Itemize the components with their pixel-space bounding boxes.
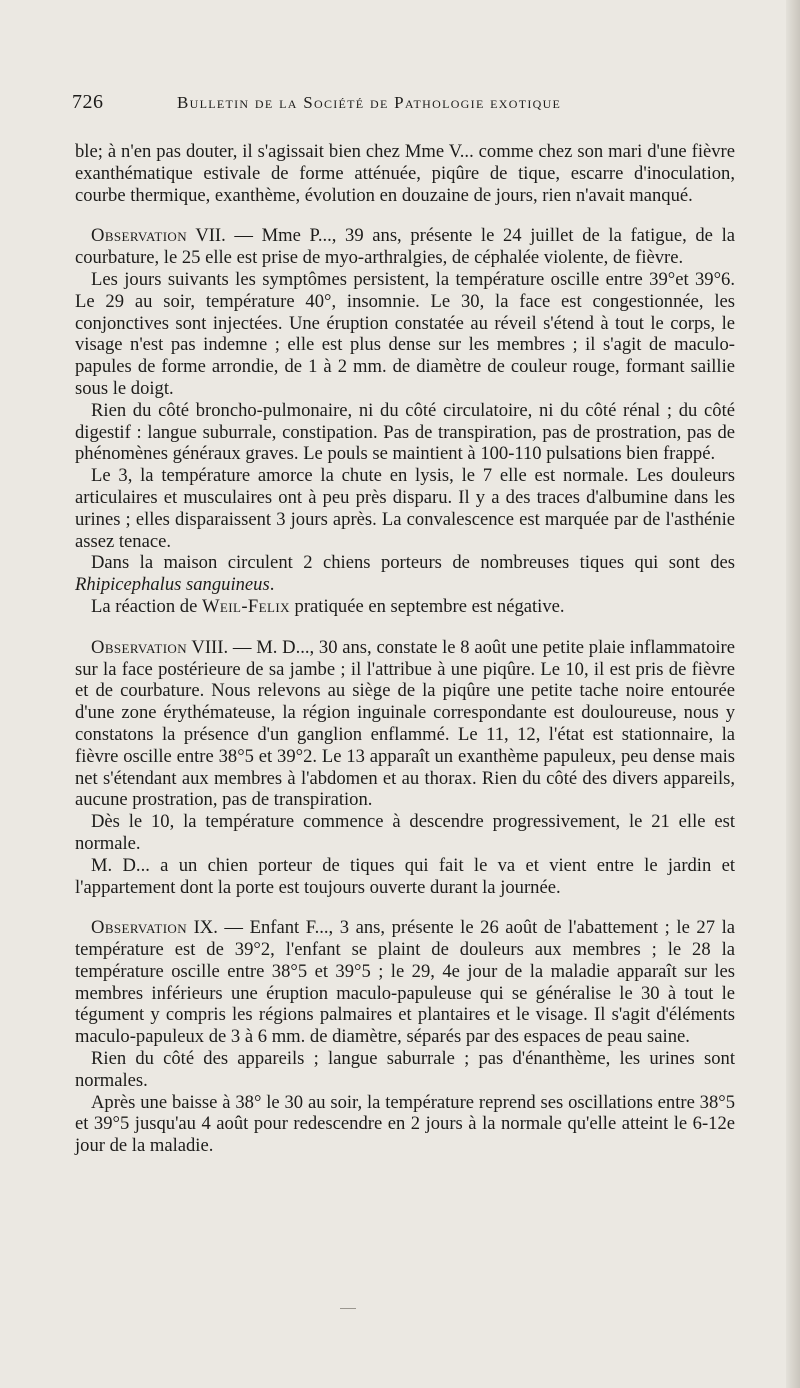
observation-number: IX.	[187, 917, 218, 939]
observation-number: VII.	[187, 225, 226, 247]
running-title: Bulletin de la Société de Pathologie exotique	[177, 93, 562, 112]
paragraph: Dès le 10, la température commence à descendre progressivement, le 21 elle est normale.	[75, 811, 735, 854]
paragraph: Rien du côté des appareils ; langue saburrale ; pas d'énanthème, les urines sont normales.	[75, 1048, 735, 1091]
paragraph: Les jours suivants les symptômes persistent, la température oscille entre 39°et 39°6. Le 29 au soir, température 40°, insomnie. Le 30, la face est congestionnée, les conjonctives sont injectées. Une éruption constatée au réveil s'étend à tout le corps, le visage n'est pas indemne ; elle est plus dense sur les membres ; il s'agit de maculo-papules de forme arrondie, de 1 à 2 mm. de diamètre de couleur rouge, formant saillie sous le doigt.	[75, 268, 735, 399]
observation-viii-paragraph: Observation VIII. — M. D..., 30 ans, constate le 8 août une petite plaie inflammatoire sur la face postérieure de sa jambe ; il l'attribue à une piqûre. Le 10, il est pris de fièvre et de courbature. Nous relevons au siège de la piqûre une petite tache noire entourée d'une zone érythémateuse, la région inguinale correspondante est douloureuse, nous y constatons la présence d'un ganglion enflammé. Le 11, 12, l'état est stationnaire, la fièvre oscille entre 38°5 et 39°2. Le 13 apparaît un exanthème papuleux, peu dense mais net s'étendant aux membres à l'abdomen et au thorax. Rien du côté des divers appareils, aucune prostration, pas de transpiration.	[75, 636, 735, 811]
paragraph: Rien du côté broncho-pulmonaire, ni du côté circulatoire, ni du côté rénal ; du côté digestif : langue suburrale, constipation. Pas de transpiration, pas de prostration, pas de phénomènes généraux graves. Le pouls se maintient à 100-110 pulsations bien frappé.	[75, 399, 735, 465]
paragraph: Le 3, la température amorce la chute en lysis, le 7 elle est normale. Les douleurs articulaires et musculaires ont à peu près disparu. Il y a des traces d'albumine dans les urines ; elles disparaissent 3 jours après. La convalescence est marquée par de l'asthénie assez tenace.	[75, 465, 735, 552]
observation-label: Observation	[91, 636, 188, 658]
observation-number: VIII.	[187, 636, 229, 658]
weil-felix-name: Weil-Felix	[201, 595, 290, 617]
page-number: 726	[72, 91, 104, 113]
observation-label: Observation	[91, 917, 188, 939]
footer-mark	[340, 1308, 356, 1309]
paragraph: Après une baisse à 38° le 30 au soir, la température reprend ses oscillations entre 38°5 et 39°5 jusqu'au 4 août pour redescendre en 2 jours à la normale qu'elle atteint le 6-12e jour de la maladie.	[75, 1091, 735, 1157]
observation-vii-paragraph: Observation VII. — Mme P..., 39 ans, présente le 24 juillet de la fatigue, de la courbature, le 25 elle est prise de myo-arthralgies, de céphalée violente, de fièvre.	[75, 225, 735, 269]
paragraph-tick-species: Dans la maison circulent 2 chiens porteurs de nombreuses tiques qui sont des Rhipicephalus sanguineus.	[75, 552, 735, 596]
observation-ix-paragraph: Observation IX. — Enfant F..., 3 ans, présente le 26 août de l'abattement ; le 27 la température est de 39°2, l'enfant se plaint de douleurs aux membres ; le 28 la température oscille entre 38°5 et 39°5 ; le 29, 4e jour de la maladie apparaît sur les membres inférieurs une éruption maculo-papuleuse qui se généralise le 30 à tout le tégument y compris les régions palmaires et plantaires et le visage. Il s'agit d'éléments maculo-papuleux de 3 à 6 mm. de diamètre, séparés par des espaces de peau saine.	[75, 917, 735, 1048]
species-name: Rhipicephalus sanguineus	[75, 574, 270, 596]
observation-label: Observation	[91, 225, 188, 247]
paragraph: M. D... a un chien porteur de tiques qui fait le va et vient entre le jardin et l'appartement dont la porte est toujours ouverte durant la journée.	[75, 854, 735, 898]
paragraph-continuation: ble; à n'en pas douter, il s'agissait bien chez Mme V... comme chez son mari d'une fièvre exanthématique estivale de forme atténuée, piqûre de tique, escarre d'inoculation, courbe thermique, exanthème, évolution en douzaine de jours, rien n'avait manqué.	[75, 141, 735, 206]
page-edge-shadow	[786, 0, 800, 1388]
paragraph-weil-felix: La réaction de Weil-Felix pratiquée en septembre est négative.	[91, 595, 565, 617]
body-text	[75, 141, 735, 1157]
running-header	[72, 91, 732, 117]
